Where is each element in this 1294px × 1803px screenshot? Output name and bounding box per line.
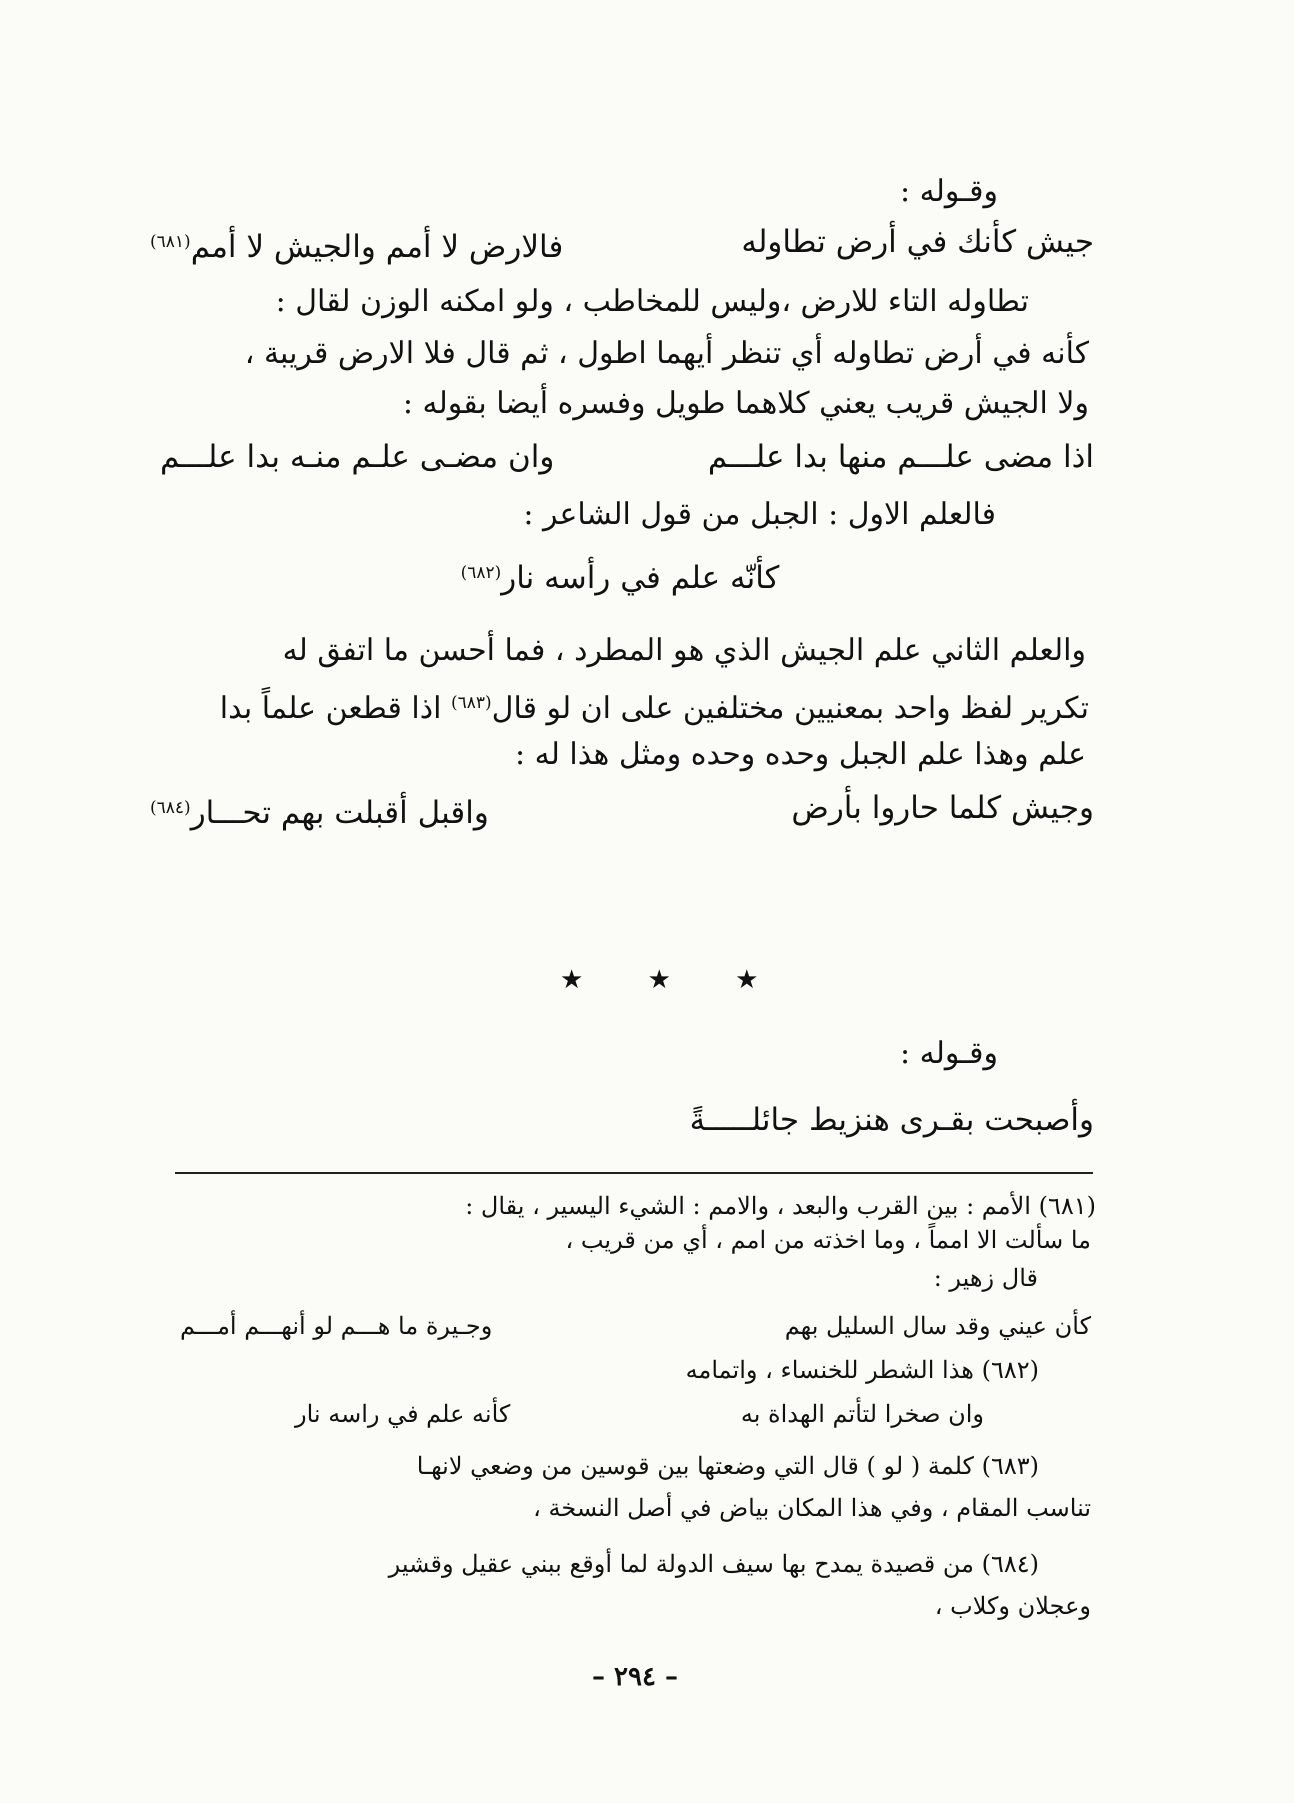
footnote-682-verse-hemistich-1: وان صخرا لتأتم الهداة به: [740, 1400, 984, 1428]
text-line-3: كأنه في أرض تطاوله أي تنظر أيهما اطول ، ثم قال فلا الارض قريبة ،: [244, 336, 1089, 371]
text-line-7: [220, 683, 1089, 729]
footnote-682-verse-hemistich-2: كأنه علم في راسه نار: [295, 1400, 511, 1428]
verse-3-hemistich-1: وجيش كلما حاروا بأرض: [791, 790, 1094, 826]
section-divider-stars: ★ ★ ★: [560, 965, 787, 995]
footnote-681-line-1: (٦٨١) الأمم : بين القرب والبعد ، والامم : الشيء اليسير ، يقال :: [465, 1192, 1096, 1220]
text-line-5: فالعلم الاول : الجبل من قول الشاعر :: [523, 497, 996, 532]
footnote-681-line-2: ما سألت الا امماً ، وما اخذته من امم ، أي من قريب ،: [565, 1226, 1091, 1254]
text-line-4: ولا الجيش قريب يعني كلاهما طويل وفسره أيضا بقوله :: [402, 386, 1089, 421]
verse-4-hemistich-1: وأصبحت بقـرى هنزيط جائلـــــةً: [689, 1102, 1094, 1138]
footnote-ref-683: (٦٨٣): [450, 693, 492, 713]
text-line-7-part-2: اذا قطعن علماً بدا: [219, 691, 442, 726]
quoted-hemistich-text: كأنّه علم في رأسه نار: [501, 560, 780, 596]
footnote-681-line-3: قال زهير :: [933, 1264, 1038, 1292]
verse-1-hemistich-1: جيش كأنك في أرض تطاوله: [741, 224, 1094, 260]
footnote-separator: [175, 1172, 1093, 1174]
footnote-ref-681: (٦٨١): [150, 232, 191, 252]
verse-3-hemistich-2-text: واقبل أقبلت بهم تحـــار: [190, 795, 489, 831]
page-number: – ٢٩٤ –: [591, 1662, 679, 1692]
verse-2-hemistich-2: وان مضـى علـم منـه بدا علـــم: [160, 439, 555, 475]
intro-line-2: وقـوله :: [900, 1036, 998, 1071]
intro-line-1: وقـوله :: [900, 174, 998, 209]
footnote-684-line-1: (٦٨٤) من قصيدة يمدح بها سيف الدولة لما أوقع ببني عقيل وقشير: [388, 1550, 1039, 1578]
footnote-683-line-2: تناسب المقام ، وفي هذا المكان بياض في أصل النسخة ،: [533, 1494, 1091, 1522]
quoted-hemistich: [440, 553, 800, 598]
text-line-2: تطاوله التاء للارض ،وليس للمخاطب ، ولو امكنه الوزن لقال :: [275, 284, 1029, 319]
footnote-683-line-1: (٦٨٣) كلمة ( لو ) قال التي وضعتها بين قوسين من وضعي لانهـا: [416, 1452, 1039, 1480]
verse-1-hemistich-2-text: فالارض لا أمم والجيش لا أمم: [190, 229, 564, 265]
footnote-682-line-1: (٦٨٢) هذا الشطر للخنساء ، واتمامه: [685, 1356, 1039, 1384]
text-line-6: والعلم الثاني علم الجيش الذي هو المطرد ، فما أحسن ما اتفق له: [282, 633, 1086, 668]
text-line-8: علم وهذا علم الجبل وحده وحده ومثل هذا له :: [515, 737, 1086, 772]
footnote-684-line-2: وعجلان وكلاب ،: [934, 1592, 1091, 1620]
verse-2-hemistich-1: اذا مضى علـــم منها بدا علـــم: [707, 439, 1094, 475]
footnote-681-verse-hemistich-2: وجـيرة ما هـــم لو أنهـــم أمـــم: [180, 1312, 493, 1340]
text-line-7-part-1: تكرير لفظ واحد بمعنيين مختلفين على ان لو قال: [491, 691, 1089, 726]
verse-3-hemistich-2: [150, 788, 580, 833]
footnote-ref-684: (٦٨٤): [150, 798, 191, 818]
verse-1-hemistich-2: [150, 222, 570, 267]
footnote-681-verse-hemistich-1: كأن عيني وقد سال السليل بهم: [784, 1312, 1091, 1340]
footnote-ref-682: (٦٨٢): [460, 563, 502, 583]
